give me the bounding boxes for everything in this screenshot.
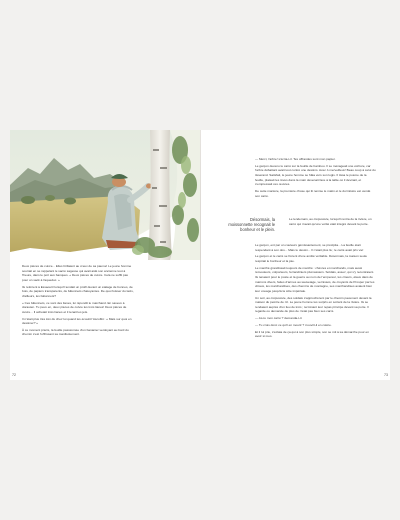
- paragraph: Et il lui prie, s'éclata de ça qui à son plus simple, son se mit à sa démarche pour en avoir si mes.: [255, 329, 369, 339]
- left-body-text: [22, 264, 134, 339]
- paragraph: Il n'était plus très loin du chez lui quand les écoutit l'Ascofikt : « Mais sur quoi en dessiner? »: [22, 316, 132, 326]
- paragraph: À ce moment précis, la feuille passionnée d'un bananier verdoyant au bord du chemin s'est l'offrissant sa manifestement.: [22, 327, 129, 337]
- right-side-text: [289, 217, 377, 228]
- paragraph: Un soir, au crépuscule, des soldats s'approchèrent par le chemin pavement devant la maison du peintre de riz. Le jeune homme les surpris en sortant de la rivière. Ils se rendaient auprès d'un lieu de trois ; terminant leur repas principe devant sa porte. Il regarde ou demande de plus de n'état pas bien ses carré.: [255, 295, 372, 314]
- right-top-text: [255, 157, 376, 200]
- page-number-left: 72: [12, 373, 16, 377]
- paragraph: Le marché grandissait toujours de marché : chèvres et marchands, mais aussi rémouleurs, colporteurs, ferrandiniers plumassiers. Soldats, assez, qui s'y recontraient. Ils tenaient pour le poste et la guerre au nom de l'empereur, les crieurs, étaux dans de marrons divers, faites d'armes au sauvetage, vernissés, de croyants de Prosper par les vitraux, les marchandises, des chemins de montagne, ses marchandises avaient bien leur vouage jusqu'à la côte impériale.: [255, 265, 375, 293]
- paragraph: — Tu crois donc ce qu'il en mourir ? s'ouvrit-il en colère.: [255, 322, 332, 327]
- paragraph: — As-tu mon carré ? demanda-t-il.: [255, 316, 303, 321]
- pull-quote: Désormais, la moissonnette recognait le bonheur et le plein.: [228, 217, 275, 233]
- paragraph: Le garçon devenu le carré sur la feuille de bambou. Il se ménageait une écriture, car l'arbre débattant avait tout contré une dessins. Avec ô merveilleux! Beau coup à celui du tisserand. Satisfait, le jeune homme se hâta vers son logis. Il tissa le poème de la feuille, plaisait les rêves dans la main devenait face à la table où il devinait, et s'empressait ces œuvres.: [255, 163, 376, 187]
- paragraph: Deux pièces de cuivre... Elles brillaient au creux de sa paume! Le jeune homme souriait en se rappelant le sacré sagesse qui avait aidé son ancienne tout à l'heure, dans le port aux banques. « Deux pièces de cuivre. Cela ne suffit pas pour un sack à l'aqueduc. »: [22, 264, 132, 282]
- paragraph: Ils retinrent à Essaouril lorsqu'il tendait un profil devant un étalage de bonnes, de bois, de papiers transparents, de bâtonnets chatoyantes. De quoi foisser du lacis, d'ailleurs, les bâtonnets?: [22, 284, 134, 298]
- paragraph: De cette manière, la première chose qui lit remise le matin et le dormitoire est vendé son carré.: [255, 188, 371, 198]
- right-page: [201, 130, 390, 380]
- right-main-text: [255, 243, 376, 341]
- illustration-boy-tree: [10, 130, 200, 260]
- paragraph: Le garçon et le carré se frèrent d'une amitié véritable. Désormais, la maison seule respirait le bonheur et la joie.: [255, 254, 368, 263]
- left-page: [10, 130, 200, 380]
- paragraph: « Ces bâtonnets, ce sont des lianes, lui répondit le marchand. En saveux à dorauten. Tu peux en, deux pièces de cuivre les trois lianes! Deux pièces de cuivre... Il achetait trois lianes et il tenait les jets.: [22, 300, 127, 314]
- paragraph: — Merci, l'arbre! s'écria-t-il. Tes offrandes sont mon papier.: [255, 157, 336, 161]
- paragraph: Le garçon, ent par un couleurs gémissantement, se précipita... La feuille était respendant à son dos... Mais le dessin... Il n'était plus là ; le carré avait pris vie!: [255, 243, 364, 252]
- paragraph: Le lendemain, au crépuscule, lorsqu'il rentra de la rivière, on carré qui n'avait qu'une vérité était intégré devant la porte.: [289, 217, 372, 226]
- page-number-right: 73: [384, 373, 388, 377]
